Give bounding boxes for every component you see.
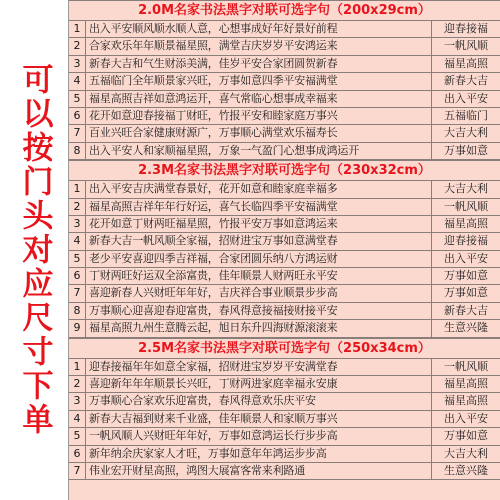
horizontal-scroll-text: 出入平安 xyxy=(444,251,488,265)
horizontal-scroll-text: 万事如意 xyxy=(444,269,488,283)
couplet-tables xyxy=(68,0,500,500)
row-number: 1 xyxy=(69,21,86,37)
couplet-text: 伟业宏开财星高照，鸿图大展富客常来利路通 xyxy=(86,463,432,479)
row-number: 4 xyxy=(69,73,86,89)
couplet-row xyxy=(69,143,500,160)
horizontal-scroll-text: 迎春接福 xyxy=(444,234,488,248)
couplet-row xyxy=(69,251,500,268)
couplet-row xyxy=(69,233,500,250)
couplet-text: 福星高照吉祥如意鸿运开，喜气常临心想事成幸福来 xyxy=(86,91,432,107)
couplet-row xyxy=(69,181,500,198)
couplet-row xyxy=(69,285,500,302)
couplet-text: 万事顺心合家欢乐迎富贵，春风得意欢乐庆平安 xyxy=(86,393,432,409)
row-number: 7 xyxy=(69,463,86,479)
section-title: 2.5M名家书法黑字对联可选字句（250x34cm） xyxy=(69,338,500,359)
horizontal-scroll-text: 万事如意 xyxy=(444,429,488,443)
couplet-text: 出入平安人和家顺福星照，万象一气盈门心想事成鸿运开 xyxy=(86,143,432,159)
horizontal-scroll-text: 迎春接福 xyxy=(444,22,488,35)
couplet-row xyxy=(69,303,500,320)
section-title: 2.3M名家书法黑字对联可选字句（230x32cm） xyxy=(69,160,500,181)
horizontal-scroll-text: 出入平安 xyxy=(444,411,488,425)
couplet-text: 新年纳余庆家家人才旺，万事如意年年鸿运步步高 xyxy=(86,446,432,462)
row-number: 6 xyxy=(69,108,86,124)
side-banner xyxy=(0,0,68,500)
horizontal-scroll-text: 万事如意 xyxy=(444,143,488,157)
couplet-text: 喜迎新春人兴财旺年年好，吉庆祥合事业顺景步步高 xyxy=(86,285,432,301)
couplet-text: 新春大吉一帆风顺全家福，招财进宝万事如意满堂春 xyxy=(86,233,432,249)
couplet-row xyxy=(69,320,500,337)
couplet-row xyxy=(69,73,500,90)
couplet-text: 迎春接福年年如意全家福，招财进宝岁岁平安满堂春 xyxy=(86,359,432,375)
couplet-text: 喜迎新年年年顺景长兴旺，丁财两进家庭幸福永安康 xyxy=(86,376,432,392)
row-number: 2 xyxy=(69,376,86,392)
row-number: 3 xyxy=(69,56,86,72)
horizontal-scroll-text: 福星高照 xyxy=(444,377,488,391)
horizontal-scroll-text: 万事如意 xyxy=(444,286,488,300)
couplet-row xyxy=(69,199,500,216)
row-number: 5 xyxy=(69,91,86,107)
couplet-row xyxy=(69,446,500,463)
row-number: 4 xyxy=(69,411,86,427)
horizontal-scroll-text: 大吉大利 xyxy=(444,182,488,196)
couplet-row xyxy=(69,108,500,125)
couplet-text: 万事顺心迎喜迎春迎富贵，春风得意接福接财接平安 xyxy=(86,303,432,319)
horizontal-scroll-text: 大吉大利 xyxy=(444,126,488,140)
couplet-text: 花开如意迎春接福丁财旺，竹报平安和睦家庭万事兴 xyxy=(86,108,432,124)
horizontal-scroll-text: 大吉大利 xyxy=(444,446,488,460)
row-number: 8 xyxy=(69,143,86,159)
row-number: 1 xyxy=(69,359,86,375)
couplet-text: 出入平安顺风顺水顺人意，心想事成好年好景好前程 xyxy=(86,21,432,37)
horizontal-scroll-text: 福星高照 xyxy=(444,216,488,230)
horizontal-scroll-text: 新春大吉 xyxy=(444,303,488,317)
row-number: 6 xyxy=(69,268,86,284)
horizontal-scroll-text: 出入平安 xyxy=(444,91,488,105)
couplet-text: 五福临门全年顺景家兴旺，万事如意四季平安福满堂 xyxy=(86,73,432,89)
couplet-text: 福星高照吉祥年年行好运，喜气长临四季平安福满堂 xyxy=(86,199,432,215)
row-number: 6 xyxy=(69,446,86,462)
horizontal-scroll-text: 福星高照 xyxy=(444,56,488,70)
horizontal-scroll-text: 生意兴隆 xyxy=(444,321,488,335)
row-number: 9 xyxy=(69,320,86,336)
row-number: 7 xyxy=(69,125,86,141)
couplet-text: 老少平安喜迎四季吉祥福，合家团圆乐纳八方鸿运财 xyxy=(86,251,432,267)
row-number: 3 xyxy=(69,216,86,232)
row-number: 3 xyxy=(69,393,86,409)
couplet-row xyxy=(69,125,500,142)
couplet-row xyxy=(69,91,500,108)
row-number: 2 xyxy=(69,38,86,54)
couplet-text: 合家欢乐年年顺景福星照，满堂吉庆岁岁平安鸿运来 xyxy=(86,38,432,54)
couplet-row xyxy=(69,376,500,393)
couplet-text: 新春大吉和气生财添美满，佳岁平安合家团圆贺新春 xyxy=(86,56,432,72)
row-number: 4 xyxy=(69,233,86,249)
couplet-text: 一帆风顺人兴财旺年年好，万事如意鸿运长行步步高 xyxy=(86,428,432,444)
couplet-text: 福星高照九州生意腾云起，旭日东升四海财源滚滚来 xyxy=(86,320,432,336)
row-number: 8 xyxy=(69,303,86,319)
side-banner-text: 可以按门头对应尺寸下单 xyxy=(16,63,53,437)
couplet-text: 新春大吉福到财来千业盛，佳年顺景人和家顺万事兴 xyxy=(86,411,432,427)
horizontal-scroll-text: 一帆风顺 xyxy=(444,359,488,373)
couplet-row xyxy=(69,38,500,55)
row-number: 5 xyxy=(69,428,86,444)
horizontal-scroll-text: 一帆风顺 xyxy=(444,199,488,213)
couplet-row xyxy=(69,268,500,285)
couplet-row xyxy=(69,359,500,376)
couplet-row xyxy=(69,463,500,480)
couplet-row xyxy=(69,216,500,233)
horizontal-scroll-text: 福星高照 xyxy=(444,394,488,408)
horizontal-scroll-text: 新春大吉 xyxy=(444,74,488,88)
couplet-row xyxy=(69,393,500,410)
row-number: 5 xyxy=(69,251,86,267)
section-title: 2.0M名家书法黑字对联可选字句（200x29cm） xyxy=(69,0,500,21)
couplet-text: 百业兴旺合家健康财源广，万事顺心满堂欢乐福寿长 xyxy=(86,125,432,141)
horizontal-scroll-text: 生意兴隆 xyxy=(444,463,488,477)
couplet-row xyxy=(69,411,500,428)
horizontal-scroll-text: 五福临门 xyxy=(444,108,488,122)
couplet-row xyxy=(69,428,500,445)
couplet-row xyxy=(69,21,500,38)
row-number: 2 xyxy=(69,199,86,215)
couplet-text: 出入平安吉庆满堂春景好，花开如意和睦家庭幸福多 xyxy=(86,181,432,197)
couplet-text: 花开如意丁财两旺福星照，竹报平安万事如意鸿运来 xyxy=(86,216,432,232)
row-number: 7 xyxy=(69,285,86,301)
couplet-text: 丁财两旺好运双全添富贵，佳年顺景人财两旺永平安 xyxy=(86,268,432,284)
row-number: 1 xyxy=(69,181,86,197)
horizontal-scroll-text: 一帆风顺 xyxy=(444,39,488,53)
couplet-row xyxy=(69,56,500,73)
